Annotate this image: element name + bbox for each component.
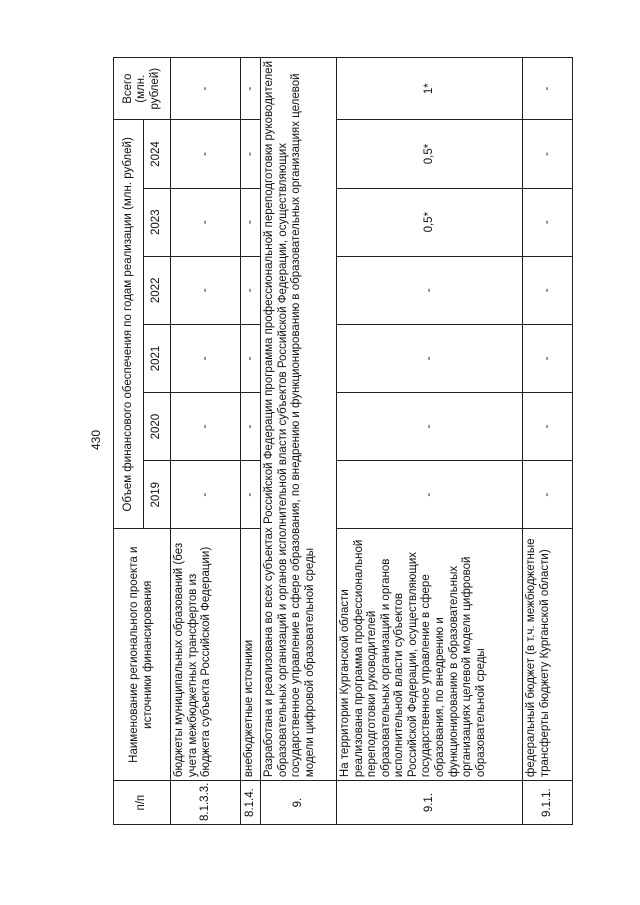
row-value: -: [241, 256, 261, 324]
header-year: 2020: [144, 393, 171, 461]
row-value: -: [241, 188, 261, 256]
table-row: [523, 58, 573, 825]
row-value: -: [241, 324, 261, 392]
row-value: -: [171, 256, 241, 324]
financing-table: [113, 57, 573, 825]
table-row: [171, 58, 241, 825]
row-num: 9.1.1.: [523, 781, 573, 825]
row-value: -: [171, 324, 241, 392]
row-value: -: [337, 324, 523, 392]
row-num: 8.1.3.3.: [171, 781, 241, 825]
row-num: 9.1.: [337, 781, 523, 825]
row-value: -: [523, 461, 573, 529]
row-value: -: [523, 393, 573, 461]
row-value: -: [523, 256, 573, 324]
row-value: -: [171, 461, 241, 529]
row-total: 1*: [337, 58, 523, 120]
row-total: -: [171, 58, 241, 120]
header-year: 2023: [144, 188, 171, 256]
row-value: -: [523, 324, 573, 392]
row-value: -: [241, 461, 261, 529]
header-num: п/п: [114, 781, 171, 825]
row-value: -: [523, 188, 573, 256]
row-value: -: [337, 393, 523, 461]
row-num: 9.: [261, 781, 337, 825]
row-value: -: [337, 256, 523, 324]
row-total: -: [523, 58, 573, 120]
section-title: Разработана и реализована во всех субъектах Российской Федерации программа профессиональной переподготовки руководителей образовательных организаций и органов исполнительной власти субъектов Российской Федерации, осуществляющих государственное управление в сфере образования, по внедрению и функционированию в образовательных организациях целевой модели цифровой образовательной среды: [261, 58, 337, 781]
section-row: [261, 58, 337, 825]
page-number: 430: [89, 429, 104, 451]
row-name: федеральный бюджет (в т.ч. межбюджетные трансферты бюджету Курганской области): [523, 529, 573, 781]
row-value: -: [241, 120, 261, 188]
header-row: [114, 58, 144, 825]
row-value: -: [241, 393, 261, 461]
header-year: 2021: [144, 324, 171, 392]
row-value: -: [337, 461, 523, 529]
header-funding: Объем финансового обеспечения по годам реализации (млн. рублей): [114, 120, 144, 529]
row-total: -: [241, 58, 261, 120]
header-name: Наименование регионального проекта и источники финансирования: [114, 529, 171, 781]
row-name: На территории Курганской области реализована программа профессиональной переподготовки руководителей образовательных организаций и органов исполнительной власти субъектов Российской Федерации, осуществляющих государственное управление в сфере образования, по внедрению и функционированию в образовательных организациях целевой модели цифровой образовательной среды: [337, 529, 523, 781]
row-value: -: [171, 188, 241, 256]
row-name: бюджеты муниципальных образований (без учета межбюджетных трансфертов из бюджета субъекта Российской Федерации): [171, 529, 241, 781]
row-value: 0,5*: [337, 188, 523, 256]
row-name: внебюджетные источники: [241, 529, 261, 781]
row-value: -: [171, 120, 241, 188]
row-value: -: [171, 393, 241, 461]
table-row: [337, 58, 523, 825]
header-year: 2024: [144, 120, 171, 188]
table-row: [241, 58, 261, 825]
row-value: 0,5*: [337, 120, 523, 188]
header-total: Всего (млн. рублей): [114, 58, 171, 120]
table-wrapper: [113, 57, 572, 825]
row-value: -: [523, 120, 573, 188]
header-year: 2019: [144, 461, 171, 529]
row-num: 8.1.4.: [241, 781, 261, 825]
header-year: 2022: [144, 256, 171, 324]
